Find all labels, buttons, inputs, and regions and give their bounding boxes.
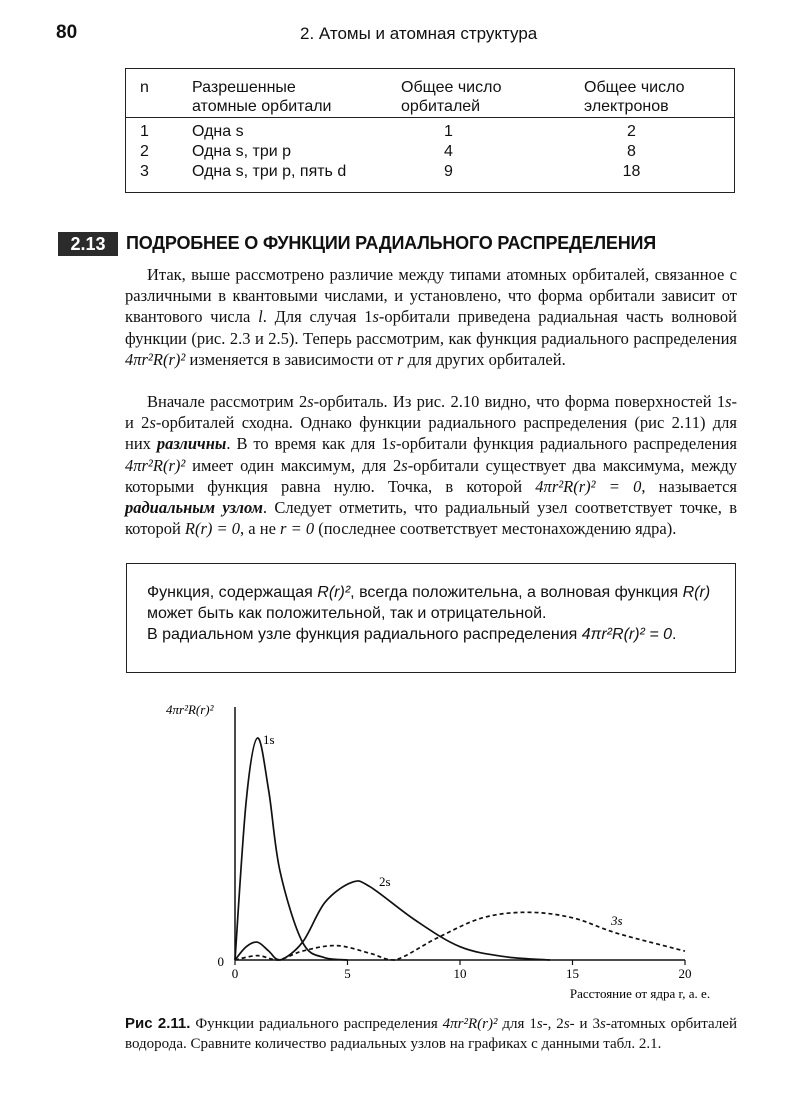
formula: 4πr²R(r)² = 0 bbox=[535, 476, 642, 496]
italic-symbol: s bbox=[307, 392, 314, 411]
italic-symbol: s bbox=[149, 413, 156, 433]
italic-symbol: s bbox=[563, 1016, 570, 1032]
paragraph-2s-orbital bbox=[125, 391, 737, 539]
figure-caption bbox=[125, 1014, 737, 1054]
curve-label-3s: 3s bbox=[611, 913, 623, 928]
text-run: Функция, содержащая bbox=[147, 584, 318, 601]
table-header-count-1: Общее число bbox=[401, 79, 502, 96]
text-run: -орбиталей сходна. Однако функции радиального распределения (рис 2.11) для них bbox=[125, 413, 737, 454]
x-tick-label: 0 bbox=[231, 966, 239, 981]
text-run: может быть как положительной, так и отрицательной. bbox=[147, 605, 547, 622]
table-cell-electrons: 8 bbox=[627, 143, 636, 160]
text-run: Вначале рассмотрим 2 bbox=[147, 392, 308, 411]
text-run: Функции радиального распределения bbox=[190, 1016, 443, 1032]
key-point-line-2 bbox=[147, 624, 715, 645]
x-tick-label: 15 bbox=[566, 966, 579, 981]
text-run: Итак, выше рассмотрено различие между типами атомных орбиталей, связанное с различными в квантовыми числами, и установлено, что форма орбитали зависит от квантового числа bbox=[125, 265, 737, 327]
emphasis: различны bbox=[156, 434, 227, 454]
text-run: -орбитали функция радиального распределения bbox=[395, 434, 737, 454]
x-tick-label: 10 bbox=[453, 966, 467, 981]
page-number: 80 bbox=[56, 22, 78, 43]
text-run: В радиальном узле функция радиального распределения bbox=[147, 626, 582, 643]
text-run: - и 3 bbox=[569, 1016, 600, 1032]
running-title: 2. Атомы и атомная структура bbox=[300, 24, 538, 43]
text-run: -орбиталь. Из рис. 2.10 видно, что форма поверхностей 1 bbox=[313, 392, 726, 411]
text-run: -атомных орбиталей водорода. Сравните количество радиальных узлов на графиках с данными табл. 2.1. bbox=[125, 1016, 737, 1052]
key-point-line-1 bbox=[147, 582, 715, 624]
text-run: -, 2 bbox=[542, 1016, 564, 1032]
text-run: . Следует отметить, что радиальный узел соответствует точке, в которой bbox=[125, 498, 738, 539]
caption-label: Рис 2.11. bbox=[125, 1015, 191, 1032]
table-cell-n: 1 bbox=[140, 123, 149, 140]
key-point-box bbox=[126, 563, 736, 673]
italic-symbol: r bbox=[397, 349, 404, 369]
table-cell-count: 4 bbox=[444, 143, 453, 160]
text-run: (последнее соответствует местонахождению ядра). bbox=[314, 519, 677, 539]
italic-symbol: s bbox=[372, 307, 379, 327]
table-cell-n: 2 bbox=[140, 143, 149, 160]
orbitals-table bbox=[125, 68, 735, 193]
curve-label-1s: 1s bbox=[263, 732, 275, 747]
table-cell-n: 3 bbox=[140, 163, 149, 180]
curve-2s bbox=[235, 881, 550, 960]
italic-symbol: s bbox=[599, 1016, 606, 1032]
italic-symbol: s bbox=[401, 455, 408, 475]
italic-symbol: s bbox=[725, 392, 732, 411]
text-run: изменяется в зависимости от bbox=[185, 349, 398, 369]
text-run: . Для случая 1 bbox=[262, 307, 373, 327]
text-run: . bbox=[672, 626, 677, 643]
curve-label-2s: 2s bbox=[379, 874, 391, 889]
text-run: -орбитали приведена радиальная часть волновой функции (рис. 2.3 и 2.5). Теперь рассмотрим, как функция радиального распределения bbox=[125, 307, 738, 348]
table-cell-orbitals: Одна s bbox=[192, 123, 244, 140]
table-cell-orbitals: Одна s, три p bbox=[192, 143, 292, 160]
x-axis-label: Расстояние от ядра r, а. е. bbox=[569, 986, 711, 1001]
text-run: имеет один максимум, для 2 bbox=[185, 455, 402, 475]
table-header-electrons-2: электронов bbox=[584, 98, 669, 115]
formula: 4πr²R(r)² = 0 bbox=[581, 626, 673, 643]
table-header-electrons-1: Общее число bbox=[584, 79, 685, 96]
y-tick-label: 0 bbox=[217, 954, 224, 969]
italic-symbol: l bbox=[258, 307, 263, 327]
text-run: - и 2 bbox=[125, 392, 737, 433]
formula: R(r) bbox=[682, 584, 711, 601]
text-run: для 1 bbox=[497, 1016, 537, 1032]
curve-1s bbox=[235, 738, 348, 960]
text-run: -орбитали существует два максимума, между которыми функция равна нулю. Точка, в которой bbox=[125, 455, 737, 496]
paragraph-intro bbox=[125, 264, 737, 370]
table-header-rule bbox=[126, 117, 734, 118]
formula: R(r) = 0 bbox=[184, 519, 241, 539]
text-run: , называется bbox=[641, 476, 737, 496]
radial-distribution-chart bbox=[160, 692, 720, 1004]
table-cell-orbitals: Одна s, три p, пять d bbox=[192, 163, 347, 180]
section-number-badge: 2.13 bbox=[58, 232, 118, 256]
formula: 4πr²R(r)² bbox=[125, 349, 186, 369]
table-cell-electrons: 2 bbox=[627, 123, 636, 140]
x-tick-label: 5 bbox=[344, 966, 351, 981]
section-title: ПОДРОБНЕЕ О ФУНКЦИИ РАДИАЛЬНОГО РАСПРЕДЕЛЕНИЯ bbox=[126, 233, 656, 253]
formula: R(r)² bbox=[317, 584, 351, 601]
table-cell-electrons: 18 bbox=[622, 163, 641, 180]
table-header-n: n bbox=[140, 79, 149, 96]
table-cell-count: 1 bbox=[444, 123, 453, 140]
table-header-count-2: орбиталей bbox=[401, 98, 481, 115]
x-ticks bbox=[232, 960, 692, 981]
table-cell-count: 9 bbox=[444, 163, 453, 180]
text-run: для других орбиталей. bbox=[403, 349, 566, 369]
formula: r = 0 bbox=[280, 519, 315, 539]
text-run: , а не bbox=[240, 519, 281, 539]
text-run: , всегда положительна, а волновая функция bbox=[350, 584, 683, 601]
x-tick-label: 20 bbox=[678, 966, 692, 981]
formula: 4πr²R(r)² bbox=[125, 455, 186, 475]
italic-symbol: s bbox=[389, 434, 396, 454]
italic-symbol: s bbox=[536, 1016, 543, 1032]
table-header-orbitals-2: атомные орбитали bbox=[192, 98, 332, 115]
table-header-orbitals-1: Разрешенные bbox=[192, 79, 296, 96]
emphasis: радиальным узлом bbox=[125, 498, 263, 518]
formula: 4πr²R(r)² bbox=[442, 1016, 498, 1032]
y-axis-label: 4πr²R(r)² bbox=[166, 702, 214, 717]
text-run: . В то время как для 1 bbox=[226, 434, 390, 454]
